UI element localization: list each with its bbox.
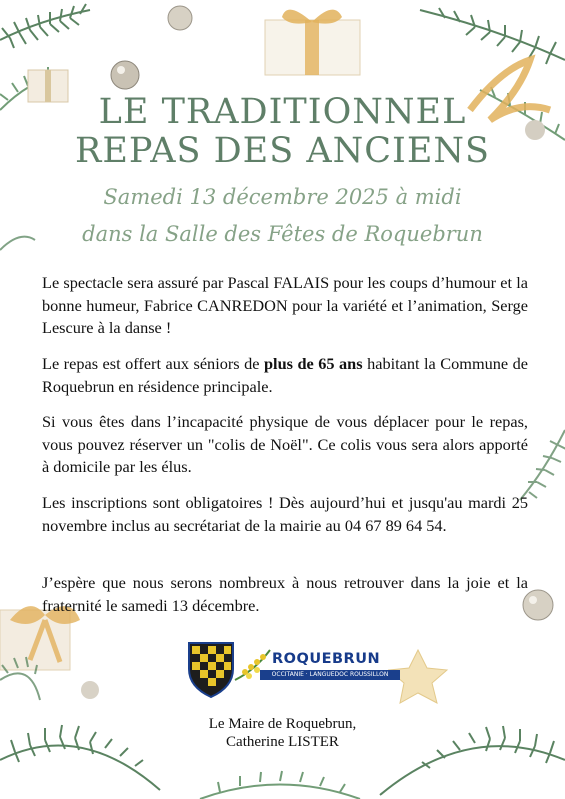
event-date: Samedi 13 décembre 2025 à midi — [103, 185, 462, 209]
logo-tagline: OCCITANIE · LANGUEDOC ROUSSILLON — [260, 670, 400, 680]
eligibility-text-end: habitant la Commune de Roquebrun en résidence principale. — [42, 354, 528, 396]
paragraph-closing: J’espère que nous serons nombreux à nous retrouver dans la joie et la fraternité le samedi 13 décembre. — [42, 573, 528, 615]
eligibility-text-start: Le repas est offert aux séniors de — [42, 354, 264, 373]
signature-title: Le Maire de Roquebrun, — [208, 716, 357, 732]
logo-name: ROQUEBRUN — [272, 651, 381, 667]
gift-box-icon — [265, 10, 360, 75]
eligibility-age-highlight: plus de 65 ans — [264, 354, 363, 373]
event-location: dans la Salle des Fêtes de Roquebrun — [82, 222, 483, 246]
paragraph-entertainment: Le spectacle sera assuré par Pascal FALAIS pour les coups d’humour et la bonne humeur, Fabrice CANREDON pour la variété et l’animation, Serge Lescure à la danse ! — [42, 273, 528, 337]
bauble-icon — [81, 681, 99, 699]
signature-name: Catherine LISTER — [226, 734, 339, 750]
paragraph-christmas-parcel: Si vous êtes dans l’incapacité physique de vous déplacer pour le repas, vous pouvez réserver un "colis de Noël". Ce colis vous sera alors apporté à domicile par les élus. — [42, 412, 528, 476]
coat-of-arms-icon — [189, 643, 233, 697]
title-line-1: LE TRADITIONNEL — [98, 92, 467, 132]
paragraph-registration: Les inscriptions sont obligatoires ! Dès aujourd’hui et jusqu'au mardi 25 novembre inclus au secrétariat de la mairie au 04 67 89 64 54. — [42, 493, 528, 535]
paragraph-eligibility — [42, 353, 528, 398]
bauble-icon — [111, 61, 139, 89]
title-line-2: REPAS DES ANCIENS — [75, 131, 490, 171]
bauble-icon — [168, 6, 192, 30]
